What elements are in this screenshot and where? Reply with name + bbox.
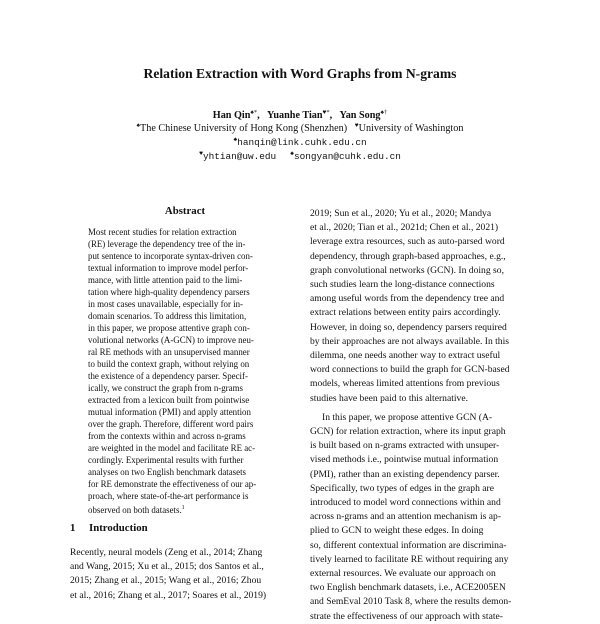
text-line: and Wang, 2015; Xu et al., 2015; dos Santos et al., — [70, 561, 264, 573]
section-title: Introduction — [89, 522, 148, 534]
paper-title: Relation Extraction with Word Graphs from N-grams — [143, 66, 457, 81]
text-line: ral RE methods with an unsupervised manner — [88, 347, 250, 357]
text-line: introduced to model word connections within and — [310, 497, 501, 508]
text-line: GCN) for relation extraction, where its input graph — [310, 426, 506, 437]
text-line: from the contexts within and across n-grams — [88, 431, 246, 441]
text-line: dilemma, one needs another way to extract useful — [310, 350, 501, 361]
text-line: so, different contextual information are discrimina- — [310, 539, 507, 551]
text-line: cordingly. Experimental results with further — [88, 455, 244, 465]
text-line: extracted from a lexicon built from pointwise — [88, 395, 250, 405]
text-line: plied to GCN to weight these edges. In doing — [310, 525, 484, 537]
author-marks: ♠* — [250, 109, 258, 116]
text-line: volutional networks (A-GCN) to improve neu- — [88, 335, 254, 345]
text-line: graph convolutional networks (GCN). In doing so, — [310, 264, 504, 276]
text-line: ically, we construct the graph from n-grams — [88, 383, 243, 393]
email-mark: ♠ — [233, 136, 238, 143]
email-address: hanqin@link.cuhk.edu.cn — [237, 137, 367, 148]
text-line: textual information to improve model perfor- — [88, 263, 249, 273]
text-line: the existence of a dependency parser. Specif- — [88, 371, 248, 381]
text-line: 2019; Sun et al., 2020; Yu et al., 2020; Mandya — [310, 208, 492, 219]
text-line: 2015; Zhang et al., 2015; Wang et al., 2016; Zhou — [70, 575, 262, 587]
author-name: Yuanhe Tian — [266, 110, 323, 121]
text-line: analyses on two English benchmark datasets — [88, 467, 246, 477]
text-line: are weighted in the model and facilitate RE ac- — [88, 443, 256, 453]
author-name: Yan Song — [339, 110, 381, 121]
email-mark: ♥ — [199, 150, 203, 157]
text-line: studies have been paid to this alternative. — [310, 392, 468, 404]
text-line: In this paper, we propose attentive GCN (A- — [322, 411, 493, 423]
text-line: (RE) leverage the dependency tree of the in- — [88, 239, 246, 249]
text-line-with-footnote — [88, 502, 284, 516]
text-line: two English benchmark datasets, i.e., ACE2005EN — [310, 582, 506, 594]
affiliation-mark: ♠ — [136, 122, 140, 129]
text-line: et al., 2016; Zhang et al., 2017; Soares et al., 2019) — [70, 589, 267, 601]
text-line: extract relations between entity pairs accordingly. — [310, 307, 501, 319]
text-line: put sentence to incorporate syntax-driven con- — [88, 251, 253, 261]
author-marks: ♠† — [380, 109, 388, 116]
section-heading — [70, 522, 148, 534]
text-line: and SemEval 2010 Task 8, where the results demon- — [310, 596, 512, 608]
email-mark: ♠ — [290, 150, 295, 157]
email-line — [0, 136, 600, 148]
text-line: domain scenarios. To address this limitation, — [88, 311, 247, 321]
text-line: strate the effectiveness of our approach with state- — [310, 610, 503, 622]
email-address: songyan@cuhk.edu.cn — [294, 151, 401, 162]
text-line: Recently, neural models (Zeng et al., 2014; Zhang — [70, 547, 263, 558]
text-line: (PMI), rather than an existing dependency parser. — [310, 468, 500, 480]
text-line: external resources. We evaluate our approach on — [310, 568, 496, 579]
affiliation-name: The Chinese University of Hong Kong (Shenzhen) — [140, 123, 348, 134]
text-line: in most cases unavailable, especially for in- — [88, 299, 244, 309]
author-list: Han Qin♠*, Yuanhe Tian♥*, Yan Song♠† — [212, 109, 388, 121]
abstract-heading: Abstract — [164, 205, 206, 217]
text-line: et al., 2020; Tian et al., 2021d; Chen et al., 2021) — [310, 222, 499, 234]
text-line: such studies learn the long-distance connections — [310, 279, 495, 290]
text-line: mutual information (PMI) and apply attention — [88, 407, 251, 417]
text-line: over the graph. Therefore, different word pairs — [88, 419, 254, 429]
text-line: proach, where state-of-the-art performance is — [88, 491, 249, 501]
text-line: However, in doing so, dependency parsers required — [310, 321, 507, 333]
author-marks: ♥* — [322, 109, 330, 116]
text-line: is built based on n-grams extracted with unsuper- — [310, 440, 500, 452]
email-line — [0, 150, 600, 162]
text-line: vised methods i.e., pointwise mutual information — [310, 454, 499, 466]
text-line: to build the context graph, without relying on — [88, 359, 250, 369]
text-line: Most recent studies for relation extraction — [88, 227, 237, 237]
affiliation-mark: ♥ — [354, 122, 359, 129]
text-line: across n-grams and an attention mechanism is ap- — [310, 511, 502, 523]
text-line: in this paper, we propose attentive graph con- — [88, 323, 250, 333]
section-number: 1 — [70, 522, 76, 534]
text-line: for RE demonstrate the effectiveness of our ap- — [88, 479, 257, 489]
text-line: mance, with little attention paid to the limi- — [88, 275, 243, 285]
text-line: by their approaches are not always available. In this — [310, 335, 509, 347]
text-line: tively learned to facilitate RE without requiring any — [310, 553, 509, 565]
text-line: Specifically, two types of edges in the graph are — [310, 482, 494, 494]
text-line: among useful words from the dependency tree and — [310, 293, 505, 305]
text-line: tation where high-quality dependency parsers — [88, 287, 250, 297]
text-line: word connections to build the graph for GCN-based — [310, 364, 510, 376]
text-line: models, whereas limited attentions from previous — [310, 378, 500, 390]
author-name: Han Qin — [212, 110, 251, 121]
email-address: yhtian@uw.edu — [202, 151, 277, 162]
footnote-mark: 1 — [181, 505, 185, 511]
text-line: leverage extra resources, such as auto-parsed word — [310, 236, 505, 248]
affiliations — [0, 122, 600, 134]
text-span: observed on both datasets. — [88, 505, 182, 515]
text-line: dependency, through graph-based approaches, e.g., — [310, 250, 506, 262]
affiliation-name: University of Washington — [358, 123, 464, 134]
